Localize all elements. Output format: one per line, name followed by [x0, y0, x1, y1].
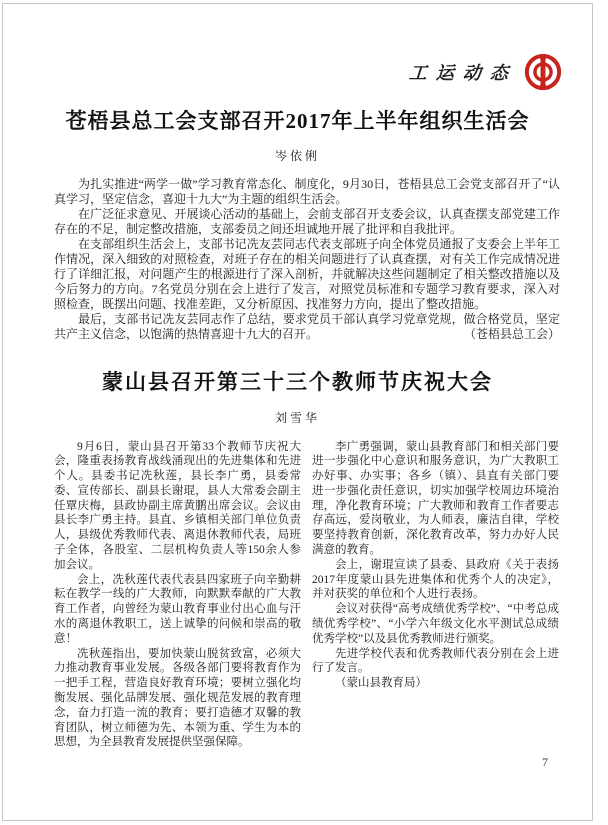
article2-author: 刘雪华 — [274, 410, 320, 425]
article2-paragraph: 会议对获得“高考成绩优秀学校”、“中考总成绩优秀学校”、“小学六年级文化水平测试总成绩优秀学校”以及县优秀教师进行颁奖。 — [312, 603, 559, 645]
article2-paragraph: 会上，冼秋莲代表代表县四家班子向辛勤耕耘在教学一线的广大教师，向默默奉献的广大教育工作者，向曾经为蒙山教育事业付出心血与汗水的离退休教职工，送上诚挚的问候和崇高的敬意！ — [54, 573, 301, 645]
article2-left-column — [54, 440, 301, 751]
page-number: 7 — [542, 755, 548, 769]
article1-title: 苍梧县总工会支部召开2017年上半年组织生活会 — [65, 109, 530, 133]
article2-paragraph: 会上，谢琨宣读了县委、县政府《关于表扬2017年度蒙山县先进集体和优秀个人的决定》，并对获奖的单位和个人进行表扬。 — [312, 558, 559, 601]
article1-paragraph: 在广泛征求意见、开展谈心活动的基础上，会前支部召开支委会议，认真查摆支部党建工作存在的不足，制定整改措施，支部委员之间还坦诚地开展了批评和自我批评。 — [54, 207, 560, 237]
article1-attribution: （苍梧县总工会） — [463, 327, 560, 342]
masthead-title: 工运动态 — [408, 63, 518, 83]
article1-paragraph: 在支部组织生活会上，支部书记冼友芸同志代表支部班子向全体党员通报了支委会上半年工作情况，深入细致的对照检查，对班子存在的相关问题进行了认真查摆，对有关工作完成情况进行了详细汇报，对问题产生的根源进行了深入剖析，并就解决这些问题制定了相关整改措施以及今后努力的方向。7名党员分别在会上进行了发言，对照党员标准和专题学习教育要求，深入对照检查，既摆出问题、找准差距，又分析原因、找准努力方向，提出了整改措施。 — [54, 237, 560, 312]
article2-paragraph: 9月6日，蒙山县召开第33个教师节庆祝大会，隆重表扬教育战线涌现出的先进集体和先进个人。县委书记冼秋莲，县长李广勇，县委常委、宣传部长、副县长谢琨，县人大常委会副主任覃庆梅，县政协副主席黄鹏出席会议。会议由县长李广勇主持。县直、乡镇相关部门单位负责人，县级优秀教师代表、离退休教师代表，局班子全体，各股室、二层机构负责人等150余人参加会议。 — [54, 440, 301, 571]
article2-right-column — [312, 440, 559, 751]
article2-paragraph: 李广勇强调，蒙山县教育部门和相关部门要进一步强化中心意识和服务意识，为广大教职工办好事、办实事；各乡（镇）、县直有关部门要进一步强化责任意识，切实加强学校周边环境治理，净化教育环境；广大教师和教育工作者要志存高远，爱岗敬业，为人师表，廉洁自律，学校要坚持教育创新，深化教育改革，努力办好人民满意的教育。 — [312, 440, 559, 557]
article2-attribution: （蒙山县教育局） — [335, 677, 427, 690]
article2-title: 蒙山县召开第三十三个教师节庆祝大会 — [102, 370, 493, 395]
document-page — [2, 3, 593, 821]
article2-paragraph: 先进学校代表和优秀教师代表分别在会上进行了发言。 — [312, 647, 559, 675]
article2-body — [54, 440, 560, 751]
article1-paragraph: 为扎实推进“两学一做”学习教育常态化、制度化，9月30日，苍梧县总工会党支部召开了“认真学习，坚定信念，喜迎十九大”为主题的组织生活会。 — [54, 177, 560, 207]
article1-paragraph — [54, 312, 560, 342]
trade-union-logo-icon — [524, 53, 562, 91]
article2-paragraph: 冼秋莲指出，要加快蒙山脱贫致富，必须大力推动教育事业发展。各级各部门要将教育作为一把手工程，营造良好教育环境；要树立强化均衡发展、强化品牌发展、强化规范发展的教育理念，奋力打造一流的教育；要打造德才双馨的教育团队，树立师德为先、本领为重、学生为本的思想，为全县教育发展提供坚强保障。 — [54, 647, 301, 749]
article1-author: 岑依俐 — [274, 149, 320, 164]
article1-body — [54, 177, 560, 342]
article1-paragraph-text: 最后，支部书记冼友芸同志作了总结，要求党员干部认真学习党章党规，做合格党员，坚定共产主义信念，以饱满的热情喜迎十九大的召开。 — [54, 312, 560, 342]
masthead — [3, 52, 592, 92]
